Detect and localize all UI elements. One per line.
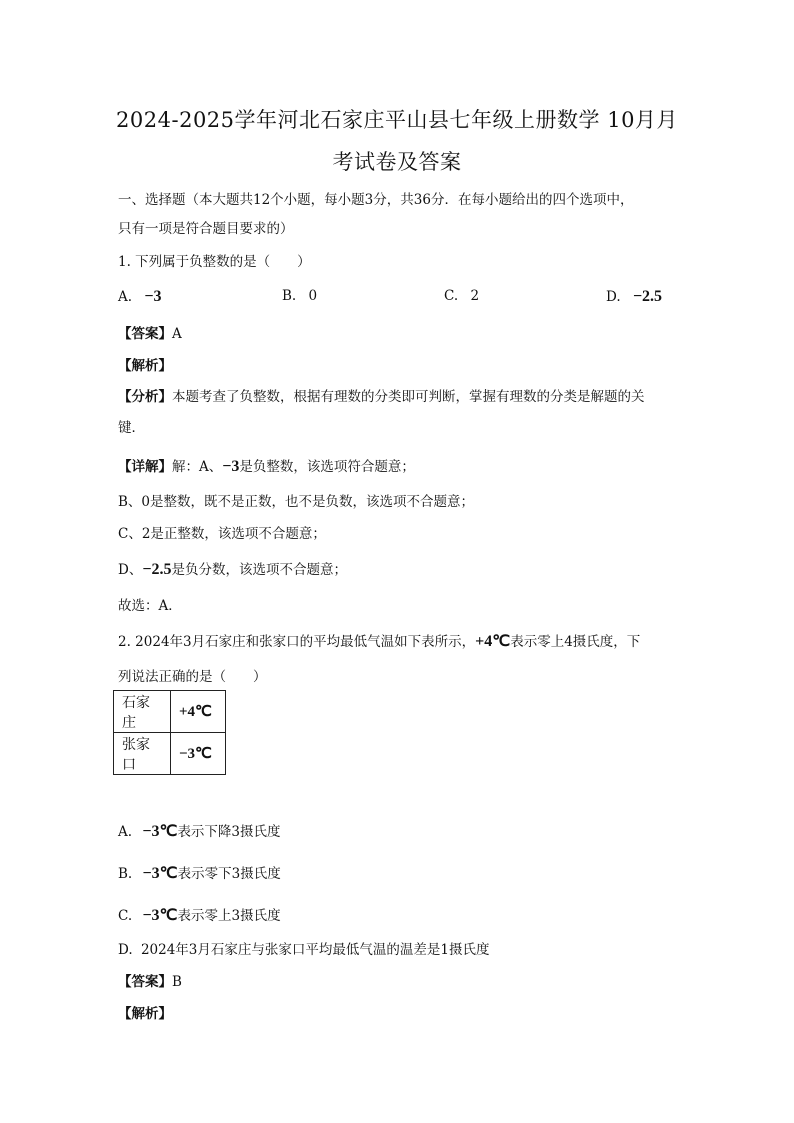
q1-option-d <box>606 288 662 306</box>
table-cell-temp: +4℃ <box>171 691 226 733</box>
table-row <box>114 691 226 733</box>
q1-conclusion: 故选：A． <box>118 598 182 614</box>
table-cell-city: 张家口 <box>114 733 171 775</box>
option-math: −3℃ <box>142 823 178 840</box>
option-text: 表示零下3摄氏度 <box>177 866 281 882</box>
q1-analysis-tag: 【解析】 <box>118 358 172 374</box>
detail-text: 解：A、 <box>172 459 223 475</box>
q1-option-b <box>282 288 317 304</box>
answer-tag: 【答案】 <box>118 974 172 990</box>
answer-value: A <box>172 326 182 342</box>
option-letter: A. <box>118 289 133 305</box>
option-text: 表示零上3摄氏度 <box>177 908 281 924</box>
q1-option-a <box>118 288 161 306</box>
option-math: −3 <box>144 288 162 305</box>
table-cell-city: 石家庄 <box>114 691 171 733</box>
q1-detail-a <box>118 455 415 476</box>
section-intro-line2: 只有一项是符合题目要求的） <box>118 221 294 237</box>
q2-option-a <box>118 820 281 841</box>
q2-analysis-tag: 【解析】 <box>118 1006 172 1022</box>
q1-answer <box>118 322 182 342</box>
table-row <box>114 733 226 775</box>
detail-math: −3 <box>222 458 240 475</box>
option-math: −3℃ <box>142 865 178 882</box>
detail-text: D、 <box>118 562 143 578</box>
detail-tag: 【详解】 <box>118 459 172 475</box>
q1-detail-c: C、2是正整数，该选项不合题意； <box>118 526 326 542</box>
section-intro-line1: 一、选择题（本大题共12个小题，每小题3分，共36分．在每小题给出的四个选项中， <box>118 192 634 208</box>
table-cell-temp: −3℃ <box>171 733 226 775</box>
q2-temperature-table <box>113 690 226 775</box>
q2-option-c <box>118 904 281 925</box>
q2-answer <box>118 970 182 990</box>
stem-text: 表示零上4摄氏度，下 <box>510 634 641 650</box>
answer-value: B <box>172 974 182 990</box>
option-letter: D. <box>118 942 133 958</box>
q2-option-b <box>118 862 281 883</box>
fenxi-tag: 【分析】 <box>118 389 172 405</box>
option-text: 2024年3月石家庄与张家口平均最低气温的温差是1摄氏度 <box>140 942 490 958</box>
q1-fenxi-line1 <box>118 385 645 405</box>
q1-detail-b: B、0是整数，既不是正数，也不是负数，该选项不合题意； <box>118 494 475 510</box>
option-value: 2 <box>470 288 480 304</box>
option-letter: B. <box>282 288 297 304</box>
stem-text: 2. 2024年3月石家庄和张家口的平均最低气温如下表所示， <box>118 634 476 650</box>
detail-math: −2.5 <box>142 561 172 578</box>
detail-text: 是负分数，该选项不合题意； <box>171 562 347 578</box>
q2-stem-line1 <box>118 630 640 651</box>
option-letter: B. <box>118 866 133 882</box>
option-letter: C. <box>118 908 133 924</box>
option-math: −2.5 <box>632 288 663 305</box>
q1-fenxi-line2: 键． <box>118 420 145 436</box>
q2-option-d <box>118 938 489 958</box>
q1-option-c <box>444 288 479 304</box>
fenxi-text: 本题考查了负整数，根据有理数的分类即可判断，掌握有理数的分类是解题的关 <box>172 389 645 405</box>
q1-stem: 1. 下列属于负整数的是（ ） <box>118 254 311 270</box>
document-title-line2: 考试卷及答案 <box>332 150 462 174</box>
q2-stem-line2: 列说法正确的是（ ） <box>118 669 267 685</box>
option-text: 表示下降3摄氏度 <box>177 824 281 840</box>
q1-detail-d <box>118 558 347 579</box>
stem-math: +4℃ <box>475 633 511 650</box>
option-letter: A. <box>118 824 133 840</box>
detail-text: 是负整数，该选项符合题意； <box>239 459 415 475</box>
option-letter: C. <box>444 288 459 304</box>
option-math: −3℃ <box>142 907 178 924</box>
document-title-line1: 2024-2025学年河北石家庄平山县七年级上册数学 10月月 <box>116 108 678 132</box>
option-letter: D. <box>606 289 621 305</box>
option-value: 0 <box>308 288 318 304</box>
answer-tag: 【答案】 <box>118 326 172 342</box>
